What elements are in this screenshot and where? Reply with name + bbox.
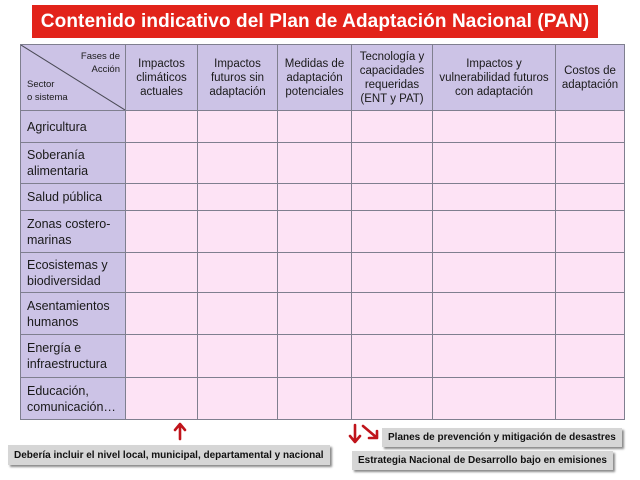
table-row: [21, 293, 625, 335]
table-cell: [198, 253, 278, 293]
table-cell: [556, 143, 625, 184]
row-label-education-communication: Educación, comunicación…: [21, 378, 126, 420]
corner-label-sector: Sector o sistema: [27, 79, 68, 103]
table-cell: [278, 378, 352, 420]
table-cell: [352, 143, 433, 184]
column-header-adaptation-costs: Costos de adaptación: [556, 45, 625, 111]
table-cell: [126, 253, 198, 293]
table-cell: [556, 111, 625, 143]
corner-header-cell: [21, 45, 126, 111]
table-cell: [352, 378, 433, 420]
table-cell: [278, 111, 352, 143]
table-cell: [278, 335, 352, 378]
row-label-agriculture: Agricultura: [21, 111, 126, 143]
table-cell: [126, 335, 198, 378]
table-cell: [352, 211, 433, 253]
table-cell: [198, 378, 278, 420]
page-title: Contenido indicativo del Plan de Adaptación Nacional (PAN): [32, 5, 598, 38]
table-cell: [556, 211, 625, 253]
table-row: [21, 211, 625, 253]
table-cell: [352, 293, 433, 335]
table-cell: [278, 211, 352, 253]
table-cell: [126, 293, 198, 335]
note-prevention-plans: Planes de prevención y mitigación de desastres: [382, 428, 622, 447]
table-cell: [198, 211, 278, 253]
table-cell: [433, 253, 556, 293]
table-cell: [198, 335, 278, 378]
table-header-row: [21, 45, 625, 111]
table-cell: [198, 293, 278, 335]
table-cell: [433, 293, 556, 335]
table-cell: [433, 211, 556, 253]
table-cell: [556, 184, 625, 211]
pan-content-table: [20, 44, 625, 420]
column-header-future-impacts-no-adaptation: Impactos futuros sin adaptación: [198, 45, 278, 111]
note-local-levels: Debería incluir el nivel local, municipal, departamental y nacional: [8, 445, 330, 465]
table-cell: [352, 184, 433, 211]
row-label-energy-infrastructure: Energía e infraestructura: [21, 335, 126, 378]
table-row: [21, 335, 625, 378]
row-label-human-settlements: Asentamientos humanos: [21, 293, 126, 335]
table-cell: [556, 335, 625, 378]
table-cell: [198, 184, 278, 211]
table-cell: [278, 143, 352, 184]
column-header-current-impacts: Impactos climáticos actuales: [126, 45, 198, 111]
table-row: [21, 253, 625, 293]
table-row: [21, 143, 625, 184]
table-cell: [126, 111, 198, 143]
table-cell: [433, 335, 556, 378]
table-cell: [433, 184, 556, 211]
table-row: [21, 111, 625, 143]
column-header-adaptation-measures: Medidas de adaptación potenciales: [278, 45, 352, 111]
arrow-down-right-icon: [360, 423, 382, 443]
column-header-future-vulnerability-with-adaptation: Impactos y vulnerabilidad futuros con adaptación: [433, 45, 556, 111]
table-cell: [198, 143, 278, 184]
note-low-emission-strategy: Estrategia Nacional de Desarrollo bajo en emisiones: [352, 451, 613, 470]
table-cell: [278, 184, 352, 211]
table-cell: [198, 111, 278, 143]
table-cell: [352, 335, 433, 378]
corner-label-phases: Fases de Acción: [80, 51, 120, 75]
row-label-food-sovereignty: Soberanía alimentaria: [21, 143, 126, 184]
table-row: [21, 378, 625, 420]
row-label-coastal-marine-zones: Zonas costero-marinas: [21, 211, 126, 253]
table-cell: [433, 378, 556, 420]
table-cell: [556, 378, 625, 420]
row-label-ecosystems-biodiversity: Ecosistemas y biodiversidad: [21, 253, 126, 293]
table-cell: [352, 111, 433, 143]
table-cell: [278, 293, 352, 335]
table-cell: [126, 378, 198, 420]
row-label-public-health: Salud pública: [21, 184, 126, 211]
table-cell: [556, 253, 625, 293]
table-cell: [126, 211, 198, 253]
table-cell: [433, 111, 556, 143]
column-header-technology-capacities: Tecnología y capacidades requeridas (ENT y PAT): [352, 45, 433, 111]
table-cell: [278, 253, 352, 293]
table-cell: [126, 184, 198, 211]
arrow-up-icon: [172, 421, 188, 441]
table-row: [21, 184, 625, 211]
table-cell: [433, 143, 556, 184]
table-cell: [126, 143, 198, 184]
table-cell: [352, 253, 433, 293]
table-cell: [556, 293, 625, 335]
